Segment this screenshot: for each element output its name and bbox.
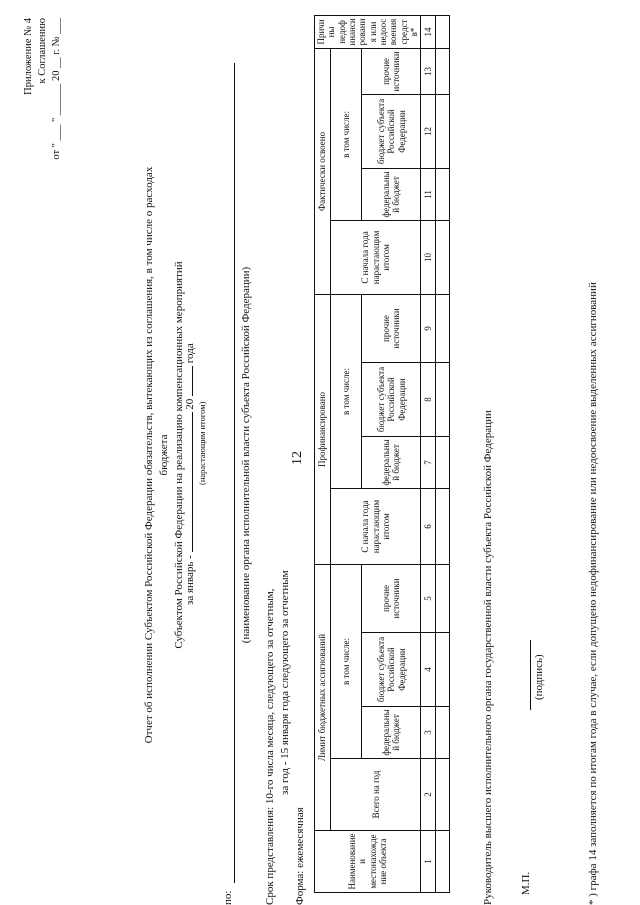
annex-header [22, 18, 65, 160]
form-label: Форма: ежемесячная [294, 807, 306, 905]
table-cell [436, 564, 450, 632]
title-line-1: Отчет об исполнении Субъектом Российской Федерации обязательств, вытекающих из соглашения, в том числе о расходах бюджета [143, 166, 170, 744]
table-cell [436, 436, 450, 488]
group-limit-header: Лимит бюджетных ассигнований [315, 564, 331, 830]
fact-other: прочие источники [362, 48, 421, 94]
table-cell [436, 831, 450, 893]
col-number: 10 [421, 220, 436, 294]
table-cell [436, 15, 450, 48]
period-caption: (нарастающим итогом) [197, 401, 207, 485]
limit-year-total: Всего на год [331, 759, 421, 831]
fact-from-start: С начала года нарастающим итогом [331, 220, 421, 294]
report-table [314, 15, 450, 893]
fin-subject: бюджет субъекта Российской Федерации [362, 362, 421, 436]
table-cell [436, 707, 450, 759]
table-cell [436, 220, 450, 294]
table-cell [436, 294, 450, 362]
table-cell [436, 94, 450, 168]
signature-line [530, 640, 531, 710]
limit-other: прочие источники [362, 564, 421, 632]
deadline-line-1: Срок представления: 10-го числа месяца, следующего за отчетным, [264, 588, 276, 905]
table-cell [436, 362, 450, 436]
annex-line-3: от " ___ " ______ 20 __ г. № ___ [51, 18, 63, 160]
annex-line-1: Приложение № 4 [23, 18, 34, 95]
table-cell [436, 488, 450, 564]
col-number: 6 [421, 488, 436, 564]
fact-in-that: в том числе: [331, 48, 362, 220]
col-number: 1 [421, 831, 436, 893]
col-number: 13 [421, 48, 436, 94]
col-number: 9 [421, 294, 436, 362]
title-line-2: Субъектом Российской Федерации на реализацию компенсационных мероприятий [172, 261, 185, 649]
group-actual-header: Фактически освоено [315, 48, 331, 294]
page-number: 12 [290, 451, 305, 465]
report-title [142, 145, 187, 765]
col-reasons: Причины недофинансирования или недоосвоения средств* [315, 15, 421, 48]
deadline-line-2: за год - 15 января года следующего за отчетным [278, 570, 291, 795]
fin-federal: федеральный бюджет [362, 436, 421, 488]
group-financed-header: Профинансировано [315, 294, 331, 564]
period-year-prefix: 20 [184, 398, 196, 410]
limit-subject: бюджет субъекта Российской Федерации [362, 633, 421, 707]
table-cell [436, 633, 450, 707]
period-prefix: за январь - [184, 555, 196, 605]
col-number: 11 [421, 168, 436, 220]
fact-subject: бюджет субъекта Российской Федерации [362, 94, 421, 168]
footnote: * ) графа 14 заполняется по итогам года в случае, если допущено недофинансирование или недоосвоение выделенных ассигнований [587, 282, 599, 905]
fin-in-that: в том числе: [331, 294, 362, 488]
col-number: 14 [421, 15, 436, 48]
stamp-label: М.П. [520, 871, 532, 895]
table-cell [436, 48, 450, 94]
fin-from-start: С начала года нарастающим итогом [331, 488, 421, 564]
signature-caption: (подпись) [533, 654, 545, 700]
col-number: 2 [421, 759, 436, 831]
table-cell [436, 168, 450, 220]
col-number: 12 [421, 94, 436, 168]
to-label: по: [222, 890, 234, 905]
head-label: Руководитель высшего исполнительного органа государственной власти субъекта Российской Федерации [482, 410, 494, 905]
limit-in-that: в том числе: [331, 564, 362, 758]
deadline [263, 570, 293, 905]
annex-line-2: к Соглашению [37, 18, 49, 84]
col-number: 3 [421, 707, 436, 759]
table-row [436, 15, 450, 892]
col-number: 8 [421, 362, 436, 436]
col-number: 4 [421, 633, 436, 707]
col-number: 5 [421, 564, 436, 632]
col-object-name: Наименование и местонахождение объекта [315, 831, 421, 893]
period-year-blank [192, 366, 193, 396]
limit-federal: федеральный бюджет [362, 707, 421, 759]
period-suffix: года [184, 343, 196, 364]
report-period [184, 343, 197, 605]
period-blank [192, 412, 193, 552]
organ-line [234, 63, 235, 883]
col-number: 7 [421, 436, 436, 488]
fact-federal: федеральный бюджет [362, 168, 421, 220]
organ-caption: (наименование органа исполнительной власти субъекта Российской Федерации) [240, 266, 252, 644]
fin-other: прочие источники [362, 294, 421, 362]
table-cell [436, 759, 450, 831]
